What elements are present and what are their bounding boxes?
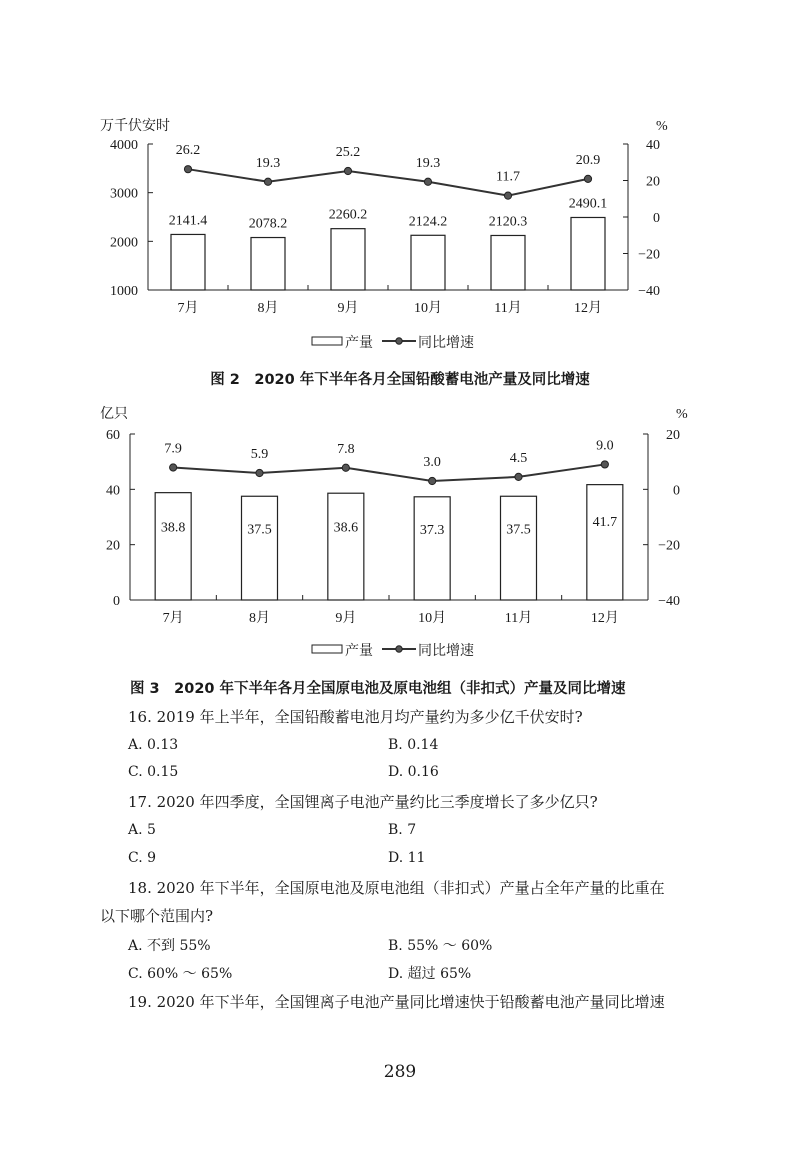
growth-point <box>424 178 431 185</box>
right-tick-label: 20 <box>666 428 680 443</box>
right-tick-label: 0 <box>653 211 660 226</box>
bar <box>171 234 205 290</box>
category-label: 7月 <box>177 301 199 316</box>
bar-value-label: 2078.2 <box>248 216 288 232</box>
bar-value-label: 2490.1 <box>568 196 608 212</box>
legend-line-label: 同比增速 <box>418 644 474 659</box>
right-tick-label: −40 <box>638 284 660 299</box>
growth-point <box>264 178 271 185</box>
legend-line-label: 同比增速 <box>418 336 474 351</box>
question-18: 18. 2020 年下半年，全国原电池及原电池组（非扣式）产量占全年产量的比重在 <box>128 879 665 897</box>
category-label: 8月 <box>249 611 270 626</box>
legend-line-marker <box>396 338 402 344</box>
caption-fig2: 图 2 2020 年下半年各月全国铅酸蓄电池产量及同比增速 <box>210 372 590 388</box>
growth-point <box>504 192 511 199</box>
left-tick-label: 0 <box>113 594 120 609</box>
left-tick-label: 40 <box>106 483 120 499</box>
legend-bar-label: 产量 <box>345 336 373 351</box>
bar <box>571 217 605 290</box>
option: C. 0.15 <box>128 764 179 780</box>
right-unit-label: % <box>656 119 668 134</box>
option: A. 5 <box>128 822 156 838</box>
bar-value-label: 37.5 <box>506 522 531 538</box>
bar-value-label: 2120.3 <box>488 214 528 230</box>
bar <box>155 493 191 600</box>
right-tick-label: −20 <box>658 538 680 554</box>
chart-primary-battery <box>0 398 800 664</box>
right-tick-label: −40 <box>658 594 680 609</box>
growth-value-label: 3.0 <box>423 455 441 471</box>
question-16: 16. 2019 年上半年，全国铅酸蓄电池月均产量约为多少亿千伏安时? <box>128 708 583 726</box>
bar-value-label: 38.8 <box>160 520 186 536</box>
category-label: 11月 <box>494 301 522 316</box>
bar <box>251 238 285 290</box>
option: B. 0.14 <box>388 737 439 753</box>
growth-value-label: 20.9 <box>575 152 601 168</box>
category-label: 10月 <box>414 301 442 316</box>
growth-point <box>601 461 608 468</box>
chart-primary-battery-svg <box>0 398 800 664</box>
chart-lead-acid <box>0 110 800 360</box>
bar <box>491 235 525 290</box>
left-tick-label: 60 <box>106 428 120 443</box>
legend-bar-swatch <box>312 645 342 653</box>
right-tick-label: 20 <box>646 174 660 190</box>
bar-value-label: 2260.2 <box>328 207 368 223</box>
option: A. 0.13 <box>128 737 179 753</box>
option: C. 60% ～ 65% <box>128 966 233 982</box>
left-tick-label: 2000 <box>110 235 138 251</box>
bar-value-label: 2124.2 <box>408 214 448 230</box>
category-label: 9月 <box>335 611 357 626</box>
growth-point <box>184 166 191 173</box>
category-label: 11月 <box>504 611 533 626</box>
right-unit-label: % <box>676 407 688 422</box>
growth-point <box>429 477 436 484</box>
left-tick-label: 1000 <box>110 284 138 299</box>
growth-value-label: 25.2 <box>335 145 361 161</box>
growth-point <box>584 175 591 182</box>
legend-bar-label: 产量 <box>345 644 373 659</box>
right-tick-label: −20 <box>638 247 660 263</box>
bar <box>501 496 537 600</box>
bar-value-label: 38.6 <box>333 520 359 536</box>
growth-point <box>515 473 522 480</box>
legend-bar-swatch <box>312 337 342 345</box>
growth-line <box>173 464 605 481</box>
right-tick-label: 40 <box>646 138 660 153</box>
question-18-continued: 以下哪个范围内? <box>100 907 214 925</box>
chart-lead-acid-svg <box>0 110 800 360</box>
category-label: 12月 <box>574 301 602 316</box>
growth-point <box>344 167 351 174</box>
category-label: 12月 <box>590 611 619 626</box>
growth-value-label: 19.3 <box>415 155 441 171</box>
category-label: 9月 <box>337 301 359 316</box>
growth-value-label: 26.2 <box>175 143 201 159</box>
option: D. 超过 65% <box>388 966 472 982</box>
bar <box>242 496 278 600</box>
category-label: 8月 <box>257 301 279 316</box>
option: C. 9 <box>128 850 157 866</box>
bar <box>411 235 445 290</box>
option: B. 7 <box>388 822 417 838</box>
bar <box>587 485 623 600</box>
bar <box>331 229 365 290</box>
growth-value-label: 5.9 <box>250 447 269 463</box>
bar <box>328 493 364 600</box>
option: B. 55% ～ 60% <box>388 938 493 954</box>
bar-value-label: 2141.4 <box>168 213 208 229</box>
bar-value-label: 37.3 <box>419 522 445 538</box>
growth-value-label: 7.8 <box>337 441 355 457</box>
left-tick-label: 20 <box>106 538 120 554</box>
question-17: 17. 2020 年四季度，全国锂离子电池产量约比三季度增长了多少亿只? <box>128 793 598 811</box>
growth-value-label: 11.7 <box>496 169 520 185</box>
category-label: 10月 <box>418 611 447 626</box>
growth-value-label: 4.5 <box>509 450 528 466</box>
growth-value-label: 19.3 <box>255 155 281 171</box>
legend-line-marker <box>396 646 402 652</box>
left-unit-label: 亿只 <box>100 407 128 422</box>
growth-value-label: 9.0 <box>596 438 614 454</box>
right-tick-label: 0 <box>673 483 680 499</box>
caption-fig3: 图 3 2020 年下半年各月全国原电池及原电池组（非扣式）产量及同比增速 <box>130 681 626 697</box>
option: D. 0.16 <box>388 764 439 780</box>
growth-point <box>256 469 263 476</box>
bar <box>414 497 450 600</box>
growth-line <box>188 169 588 195</box>
left-tick-label: 4000 <box>110 138 138 153</box>
growth-point <box>170 464 177 471</box>
bar-value-label: 41.7 <box>592 515 618 531</box>
growth-point <box>342 464 349 471</box>
left-tick-label: 3000 <box>110 186 138 202</box>
left-unit-label: 万千伏安时 <box>100 119 170 134</box>
category-label: 7月 <box>162 611 184 626</box>
option: D. 11 <box>388 850 426 866</box>
growth-value-label: 7.9 <box>164 441 182 457</box>
question-19: 19. 2020 年下半年，全国锂离子电池产量同比增速快于铅酸蓄电池产量同比增速 <box>128 993 665 1011</box>
page-number: 289 <box>383 1062 417 1082</box>
option: A. 不到 55% <box>128 938 211 954</box>
bar-value-label: 37.5 <box>247 522 272 538</box>
